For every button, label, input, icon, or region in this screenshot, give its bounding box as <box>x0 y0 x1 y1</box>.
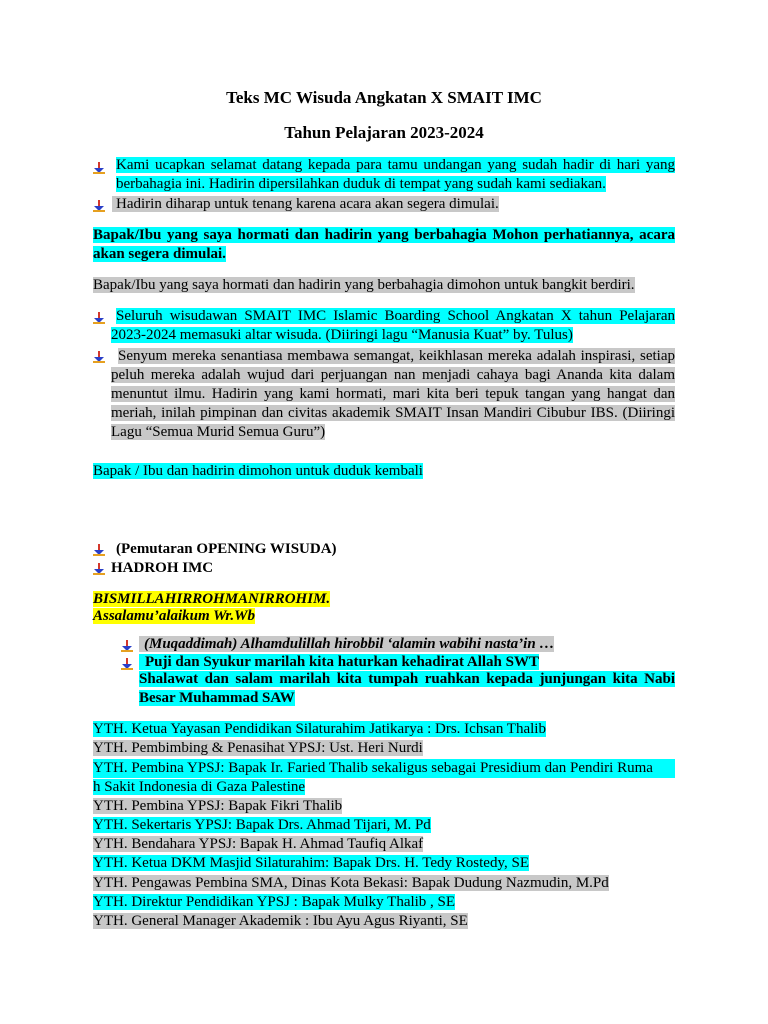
basmalah-text: BISMILLAHIRROHMANIRROHIM. <box>93 591 331 607</box>
greeting-line: YTH. Sekertaris YPSJ: Bapak Drs. Ahmad Tijari, M. Pd <box>93 817 431 833</box>
salam <box>93 607 255 626</box>
salam-text: Assalamu’alaikum Wr.Wb <box>93 608 255 624</box>
sit-paragraph <box>93 462 423 481</box>
arrow-down-bullet-icon <box>121 658 133 670</box>
intro-bullet-1-text: Kami ucapkan selamat datang kepada para tamu undangan yang sudah hadir di hari yang berbahagia ini. Hadirin dipersilahkan duduk di tempat yang sudah kami sediakan. <box>116 157 675 192</box>
sit-text: Bapak / Ibu dan hadirin dimohon untuk duduk kembali <box>93 463 423 479</box>
intro-bullet-1 <box>116 156 675 194</box>
stand-paragraph <box>93 276 635 295</box>
muqaddimah-label: (Muqaddimah) <box>139 636 237 652</box>
puji-text: Puji dan Syukur marilah kita haturkan kehadirat Allah SWT <box>139 654 539 670</box>
shalawat-paragraph <box>139 670 675 708</box>
document-subtitle: Tahun Pelajaran 2023-2024 <box>284 123 484 142</box>
greeting-line: YTH. Ketua DKM Masjid Silaturahim: Bapak Drs. H. Tedy Rostedy, SE <box>93 855 529 871</box>
intro-bullet-2 <box>112 195 499 214</box>
greeting-line: YTH. Pengawas Pembina SMA, Dinas Kota Bekasi: Bapak Dudung Nazmudin, M.Pd <box>93 875 609 891</box>
program-hadroh: HADROH IMC <box>111 560 214 576</box>
arrow-down-bullet-icon <box>121 640 133 652</box>
intro-bullet-2-text: Hadirin diharap untuk tenang karena acara akan segera dimulai. <box>112 196 499 212</box>
greeting-line: h Sakit Indonesia di Gaza Palestine <box>93 779 306 795</box>
program-opening: (Pemutaran OPENING WISUDA) <box>116 541 337 557</box>
greeting-line: YTH. Pembimbing & Penasihat YPSJ: Ust. Heri Nurdi <box>93 740 423 756</box>
arrow-down-bullet-icon <box>93 544 105 556</box>
arrow-down-bullet-icon <box>93 200 105 212</box>
greeting-line: YTH. Pembina YPSJ: Bapak Fikri Thalib <box>93 798 343 814</box>
document-title: Teks MC Wisuda Angkatan X SMAIT IMC <box>226 88 542 107</box>
greeting-line: YTH. Bendahara YPSJ: Bapak H. Ahmad Taufiq Alkaf <box>93 836 424 852</box>
greeting-line: YTH. Direktur Pendidikan YPSJ : Bapak Mulky Thalib , SE <box>93 894 456 910</box>
arrow-down-bullet-icon <box>93 563 105 575</box>
shalawat-text: Shalawat dan salam marilah kita tumpah ruahkan kepada junjungan kita Nabi Besar Muhammad SAW <box>139 671 675 706</box>
attention-paragraph <box>93 226 675 264</box>
greeting-line: YTH. General Manager Akademik : Ibu Ayu Agus Riyanti, SE <box>93 913 468 929</box>
stand-text: Bapak/Ibu yang saya hormati dan hadirin yang berbahagia dimohon untuk bangkit berdiri. <box>93 277 635 293</box>
muqaddimah-text: Alhamdulillah hirobbil ‘alamin wabihi nasta’in … <box>240 636 555 652</box>
procession-bullet-2-text: Senyum mereka senantiasa membawa semangat, keikhlasan mereka adalah inspirasi, setiap peluh mereka adalah wujud dari perjuangan nan menjadi cahaya bagi Ananda kita dalam menuntut ilmu. Hadirin yang kami hormati, mari kita beri tepuk tangan yang hangat dan meriah, inilah pimpinan dan civitas akademik SMAIT Insan Mandiri Cibubur IBS. (Diiringi Lagu “Semua Murid Semua Guru”) <box>111 348 675 440</box>
arrow-down-bullet-icon <box>93 351 105 363</box>
procession-bullet-1-text: Seluruh wisudawan SMAIT IMC Islamic Boarding School Angkatan X tahun Pelajaran 2023-2024 memasuki altar wisuda. (Diiringi lagu “Manusia Kuat” by. Tulus) <box>111 308 675 343</box>
procession-bullet-2 <box>111 347 675 442</box>
greeting-line: YTH. Ketua Yayasan Pendidikan Silaturahim Jatikarya : Drs. Ichsan Thalib <box>93 721 546 737</box>
attention-text: Bapak/Ibu yang saya hormati dan hadirin yang berbahagia Mohon perhatiannya, acara akan segera dimulai. <box>93 227 675 262</box>
arrow-down-bullet-icon <box>93 312 105 324</box>
arrow-down-bullet-icon <box>93 162 105 174</box>
procession-bullet-1 <box>111 307 675 345</box>
muqaddimah-line <box>139 635 554 654</box>
greeting-line: YTH. Pembina YPSJ: Bapak Ir. Faried Thalib sekaligus sebagai Presidium dan Pendiri Ruma <box>93 759 675 778</box>
